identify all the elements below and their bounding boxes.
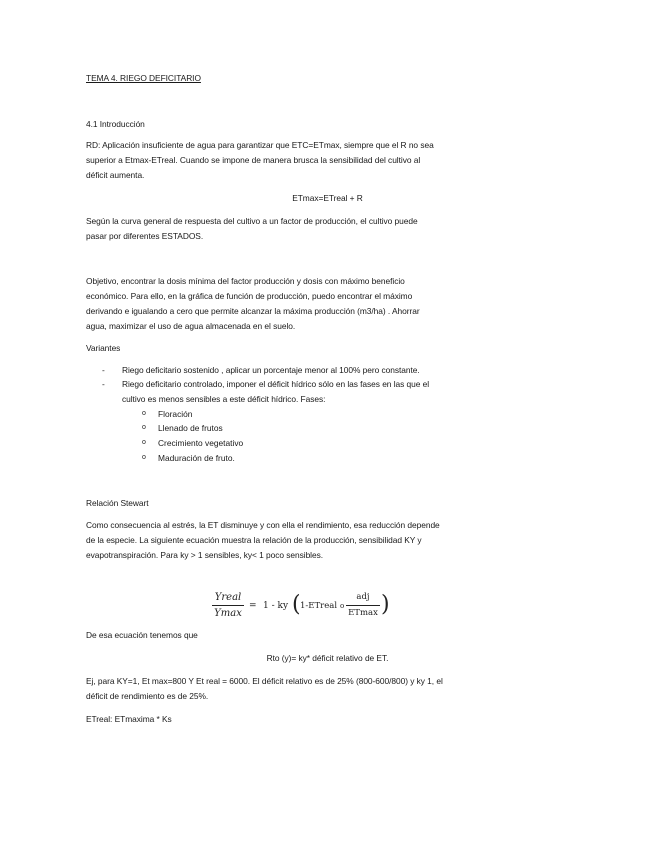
- variant-item: Riego deficitario controlado, imponer el déficit hídrico sólo en las fases en las que el: [122, 379, 430, 389]
- section-heading-intro: 4.1 Introducción: [86, 119, 145, 129]
- variant-item: Riego deficitario sostenido , aplicar un porcentaje menor al 100% pero constante.: [122, 365, 420, 375]
- sub-bullet-marker: o: [142, 454, 146, 461]
- phase-item: Crecimiento vegetativo: [158, 438, 244, 448]
- formula-rhs-denominator: ETmax: [348, 608, 378, 618]
- sub-bullet-marker: o: [142, 410, 146, 417]
- formula-inner-term: 1-ETreal: [300, 601, 338, 611]
- sub-bullet-marker: o: [142, 439, 146, 446]
- from-equation-line: De esa ecuación tenemos que: [86, 630, 198, 640]
- bullet-marker: -: [102, 379, 105, 389]
- curve-paragraph-line: Según la curva general de respuesta del cultivo a un factor de producción, el cultivo puede: [86, 216, 418, 226]
- objective-paragraph-line: agua, maximizar el uso de agua almacenada en el suelo.: [86, 321, 296, 331]
- formula-rhs-numerator: adj: [356, 592, 370, 602]
- fraction-bar: [346, 605, 380, 606]
- rto-equation: Rto (y)= ky* déficit relativo de ET.: [266, 653, 389, 663]
- formula-lhs-fraction: [212, 591, 244, 620]
- formula-one-minus-ky: 1 - ky: [263, 601, 289, 611]
- phase-item: Floración: [158, 409, 193, 419]
- objective-paragraph-line: Objetivo, encontrar la dosis mínima del factor producción y dosis con máximo beneficio: [86, 276, 405, 286]
- equation-etmax: ETmax=ETreal + R: [292, 193, 363, 203]
- formula-lhs-denominator: Ymax: [214, 608, 242, 619]
- fraction-bar: [212, 605, 244, 606]
- formula-left-paren: (: [292, 592, 301, 617]
- example-paragraph-line: déficit de rendimiento es de 25%.: [86, 691, 209, 701]
- example-paragraph-line: Ej, para KY=1, Et max=800 Y Et real = 6000. El déficit relativo es de 25% (800-600/800) y ky 1, el: [86, 676, 443, 686]
- rd-paragraph-line: déficit aumenta.: [86, 170, 145, 180]
- sub-bullet-marker: o: [142, 424, 146, 431]
- stewart-paragraph-line: de la especie. La siguiente ecuación muestra la relación de la producción, sensibilidad KY y: [86, 535, 422, 545]
- variant-item-continuation: cultivo es menos sensibles a este déficit hídrico. Fases:: [122, 394, 326, 404]
- objective-paragraph-line: derivando e igualando a cero que permite alcanzar la máxima producción (m3/ha) . Ahorrar: [86, 306, 420, 316]
- formula-small-o: o: [340, 602, 345, 610]
- stewart-heading: Relación Stewart: [86, 498, 149, 508]
- formula-right-paren: ): [381, 592, 390, 617]
- formula-lhs-numerator: Yreal: [214, 592, 242, 603]
- stewart-paragraph-line: Como consecuencia al estrés, la ET disminuye y con ella el rendimiento, esa reducción depende: [86, 520, 440, 530]
- bullet-marker: -: [102, 365, 105, 375]
- variants-heading: Variantes: [86, 343, 121, 353]
- curve-paragraph-line: pasar por diferentes ESTADOS.: [86, 231, 204, 241]
- rd-paragraph-line: RD: Aplicación insuficiente de agua para garantizar que ETC=ETmax, siempre que el R no sea: [86, 140, 434, 150]
- etreal-line: ETreal: ETmaxima * Ks: [86, 714, 172, 724]
- objective-paragraph-line: económico. Para ello, en la gráfica de función de producción, puedo encontrar el máximo: [86, 291, 413, 301]
- phase-item: Llenado de frutos: [158, 423, 223, 433]
- formula-equals: =: [249, 601, 257, 611]
- page-title: TEMA 4. RIEGO DEFICITARIO: [86, 73, 201, 83]
- formula-rhs-fraction: [346, 591, 380, 620]
- stewart-paragraph-line: evapotranspiración. Para ky > 1 sensibles, ky< 1 poco sensibles.: [86, 550, 324, 560]
- phase-item: Maduración de fruto.: [158, 453, 235, 463]
- rd-paragraph-line: superior a Etmax-ETreal. Cuando se impone de manera brusca la sensibilidad del cultivo al: [86, 155, 421, 165]
